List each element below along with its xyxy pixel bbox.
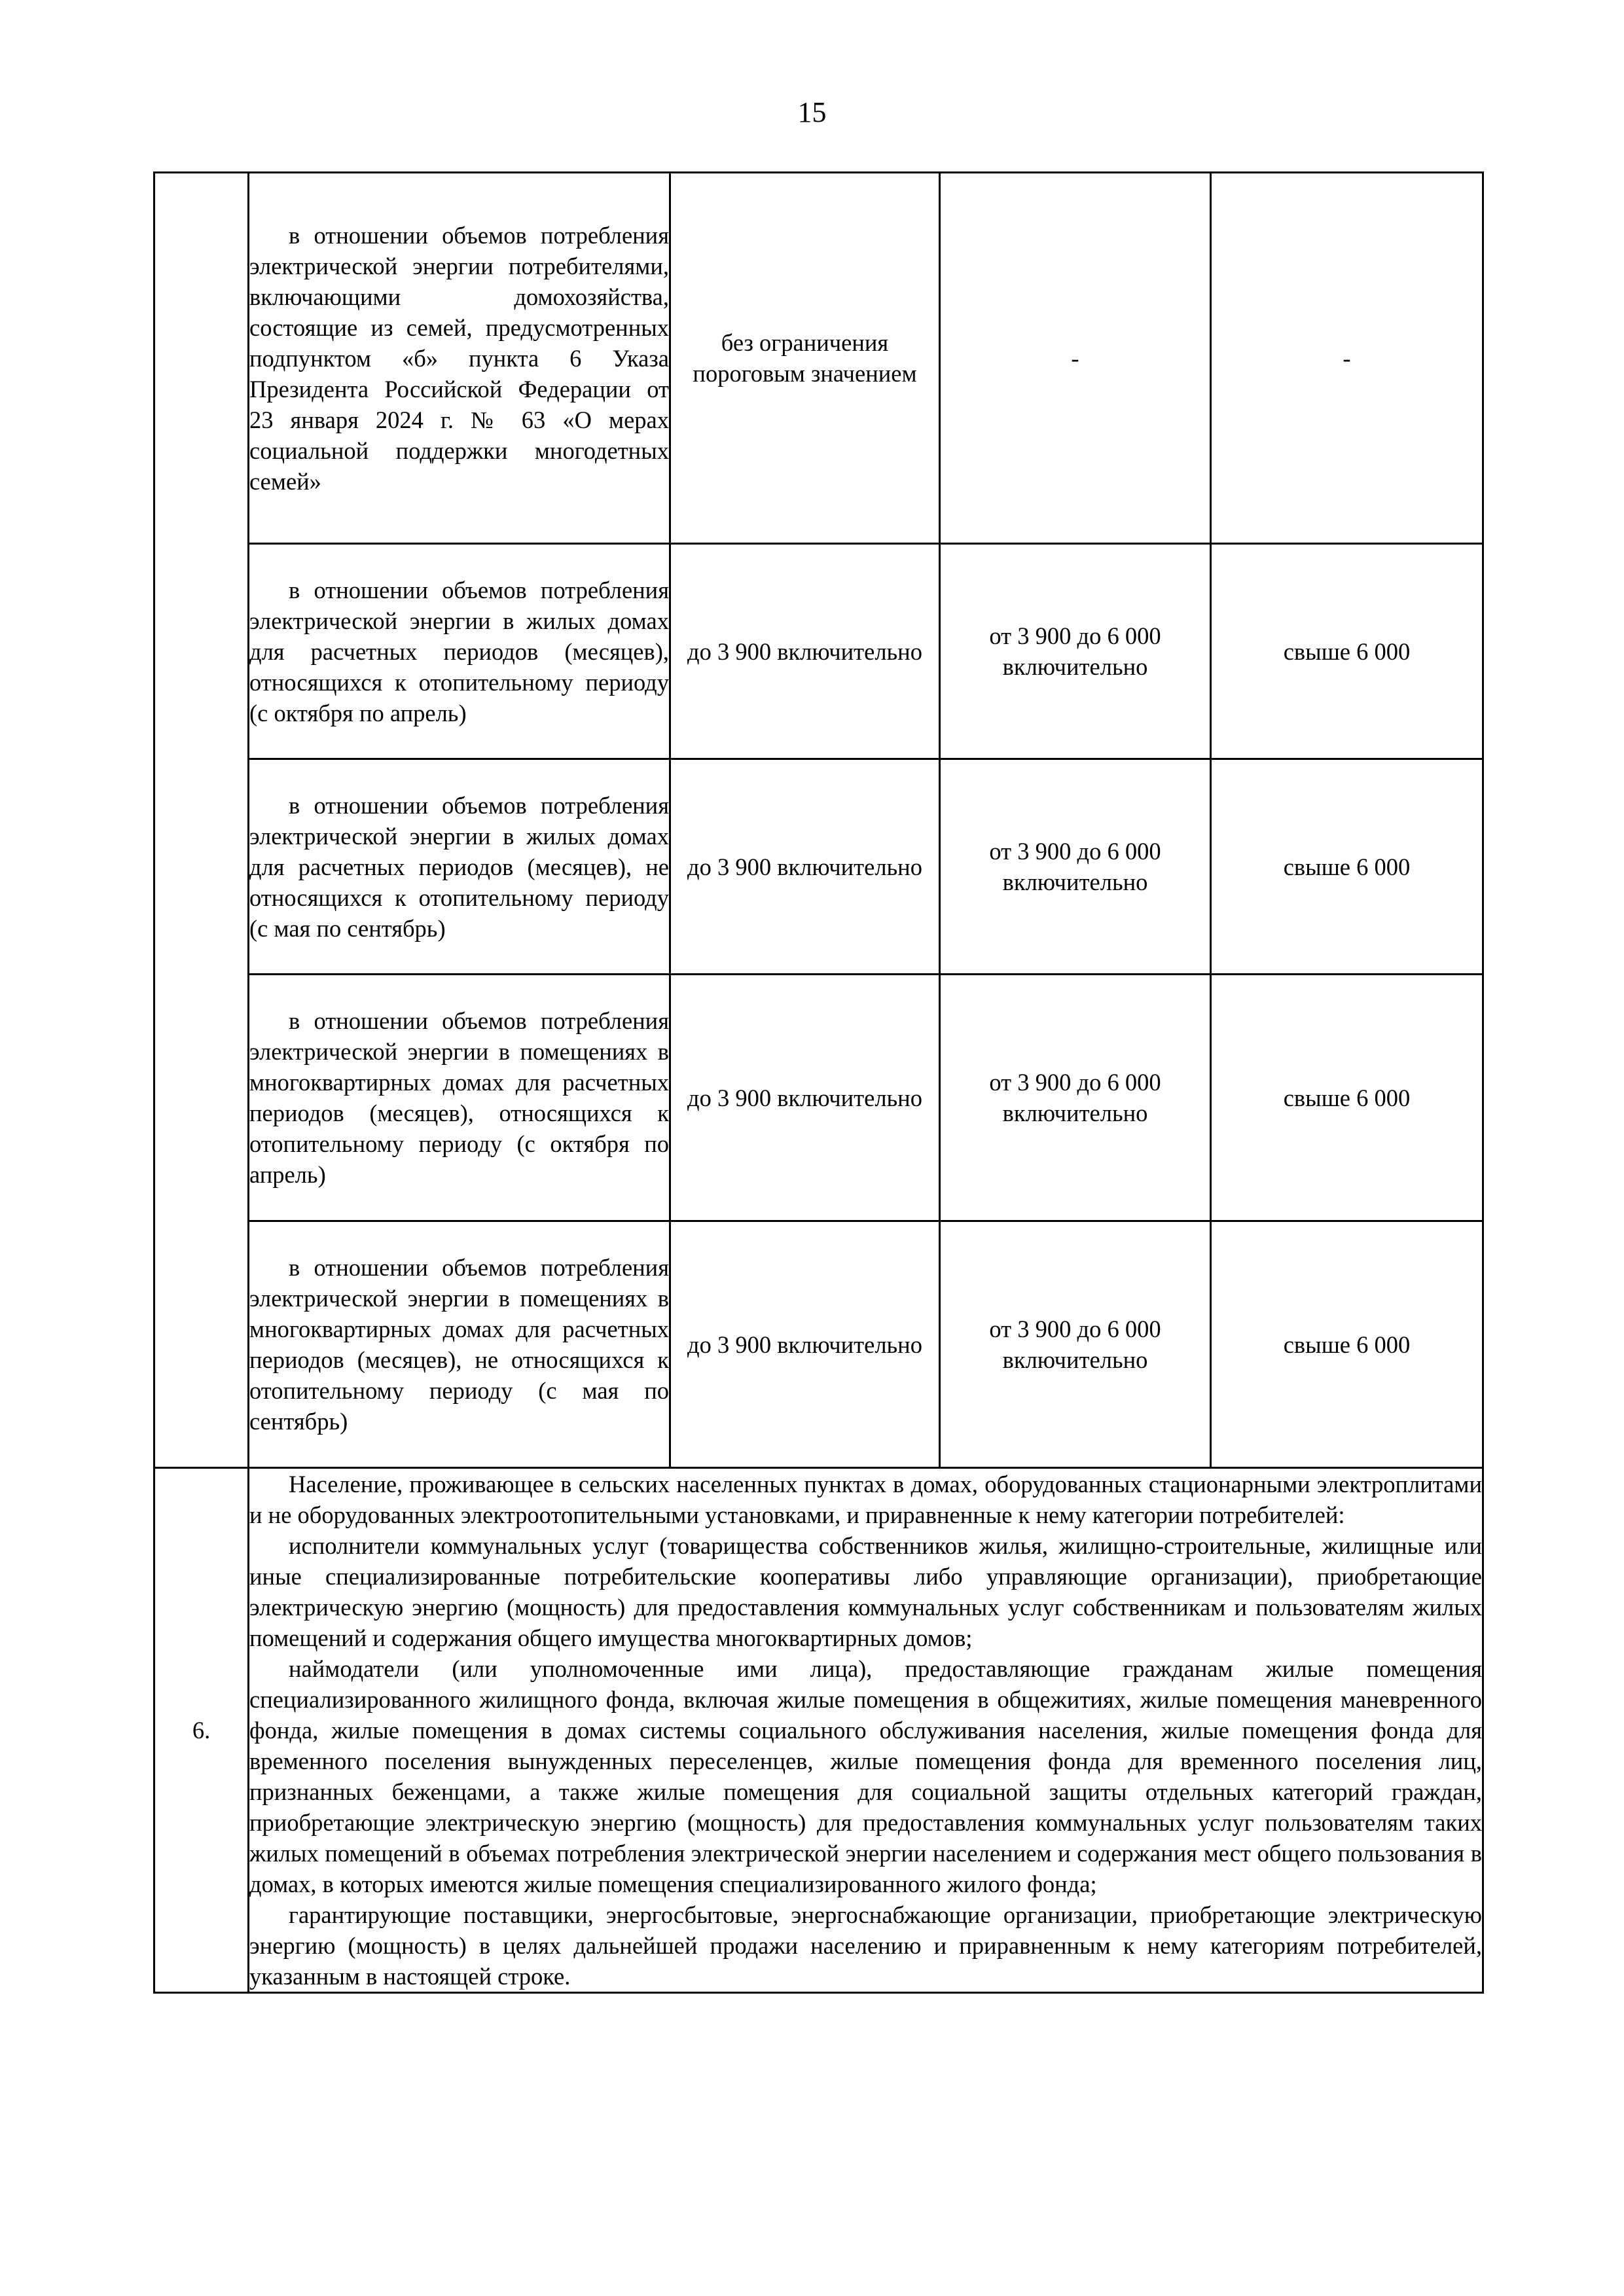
range-3-cell: свыше 6 000 — [1211, 975, 1483, 1221]
section-6-paragraph: исполнители коммунальных услуг (товарищества собственников жилья, жилищно-строительные, жилищные или иные специализированные потребительские кооперативы либо управляющие организации), приобретающие электрическую энергию (мощность) для предоставления коммунальных услуг собственникам и пользователям жилых помещений и содержания общего имущества многоквартирных домов; — [249, 1532, 1482, 1651]
consumption-description: в отношении объемов потребления электрической энергии в помещениях в многоквартирных домах для расчетных периодов (месяцев), не относящихся к отопительному периоду (с мая по сентябрь) — [249, 1254, 669, 1435]
section-6-paragraph: наймодатели (или уполномоченные ими лица), предоставляющие гражданам жилые помещения специализированного жилищного фонда, включая жилые помещения в общежитиях, жилые помещения маневренного фонда, жилые помещения в домах системы социального обслуживания населения, жилые помещения фонда для временного поселения вынужденных переселенцев, жилые помещения фонда для временного поселения лиц, признанных беженцами, а также жилые помещения для социальной защиты отдельных категорий граждан, приобретающие электрическую энергию (мощность) для предоставления коммунальных услуг пользователям таких жилых помещений в объемах потребления электрической энергии населением и содержания мест общего пользования в домах, в которых имеются жилые помещения специализированного жилого фонда; — [249, 1655, 1482, 1897]
table-row — [154, 544, 1483, 759]
consumption-description: в отношении объемов потребления электрической энергии в жилых домах для расчетных периодов (месяцев), не относящихся к отопительному периоду (с мая по сентябрь) — [249, 791, 669, 942]
table-row — [154, 759, 1483, 975]
page-number: 15 — [797, 96, 827, 128]
consumption-description-cell — [249, 544, 670, 759]
range-2-cell: от 3 900 до 6 000 включительно — [940, 759, 1211, 975]
section-6-text — [249, 1468, 1483, 1993]
range-2-cell: - — [940, 173, 1211, 544]
consumption-description-cell — [249, 759, 670, 975]
consumption-description: в отношении объемов потребления электрической энергии в помещениях в многоквартирных домах для расчетных периодов (месяцев), относящихся к отопительному периоду (с октября по апрель) — [249, 1007, 669, 1188]
range-1-cell: до 3 900 включительно — [670, 975, 940, 1221]
consumption-description-cell — [249, 1221, 670, 1468]
consumption-description: в отношении объемов потребления электрической энергии в жилых домах для расчетных периодов (месяцев), относящихся к отопительному периоду (с октября по апрель) — [249, 576, 669, 726]
range-2-cell: от 3 900 до 6 000 включительно — [940, 975, 1211, 1221]
range-1-cell: без ограничения пороговым значением — [670, 173, 940, 544]
range-2-cell: от 3 900 до 6 000 включительно — [940, 544, 1211, 759]
range-1-cell: до 3 900 включительно — [670, 1221, 940, 1468]
tariff-table — [153, 171, 1484, 1994]
consumption-description: в отношении объемов потребления электрической энергии потребителями, включающими домохозяйства, состоящие из семей, предусмотренных подпунктом «б» пункта 6 Указа Президента Российской Федерации от 23 января 2024 г. № 63 «О мерах социальной поддержки многодетных семей» — [249, 221, 669, 495]
table-row — [154, 1221, 1483, 1468]
range-1-cell: до 3 900 включительно — [670, 759, 940, 975]
range-2-cell: от 3 900 до 6 000 включительно — [940, 1221, 1211, 1468]
section-6-paragraph: гарантирующие поставщики, энергосбытовые, энергоснабжающие организации, приобретающие электрическую энергию (мощность) в целях дальнейшей продажи населению и приравненным к нему категориям потребителей, указанным в настоящей строке. — [249, 1901, 1482, 1990]
range-1-cell: до 3 900 включительно — [670, 544, 940, 759]
table-row-section-6 — [154, 1468, 1483, 1993]
range-3-cell: свыше 6 000 — [1211, 544, 1483, 759]
table-row — [154, 975, 1483, 1221]
row-number-cell-empty — [154, 173, 249, 1468]
range-3-cell: - — [1211, 173, 1483, 544]
range-3-cell: свыше 6 000 — [1211, 759, 1483, 975]
range-3-cell: свыше 6 000 — [1211, 1221, 1483, 1468]
row-number: 6. — [154, 1468, 249, 1993]
table-row — [154, 173, 1483, 544]
consumption-description-cell — [249, 173, 670, 544]
section-6-paragraph: Население, проживающее в сельских населенных пунктах в домах, оборудованных стационарными электроплитами и не оборудованных электроотопительными установками, и приравненные к нему категории потребителей: — [249, 1471, 1482, 1528]
consumption-description-cell — [249, 975, 670, 1221]
